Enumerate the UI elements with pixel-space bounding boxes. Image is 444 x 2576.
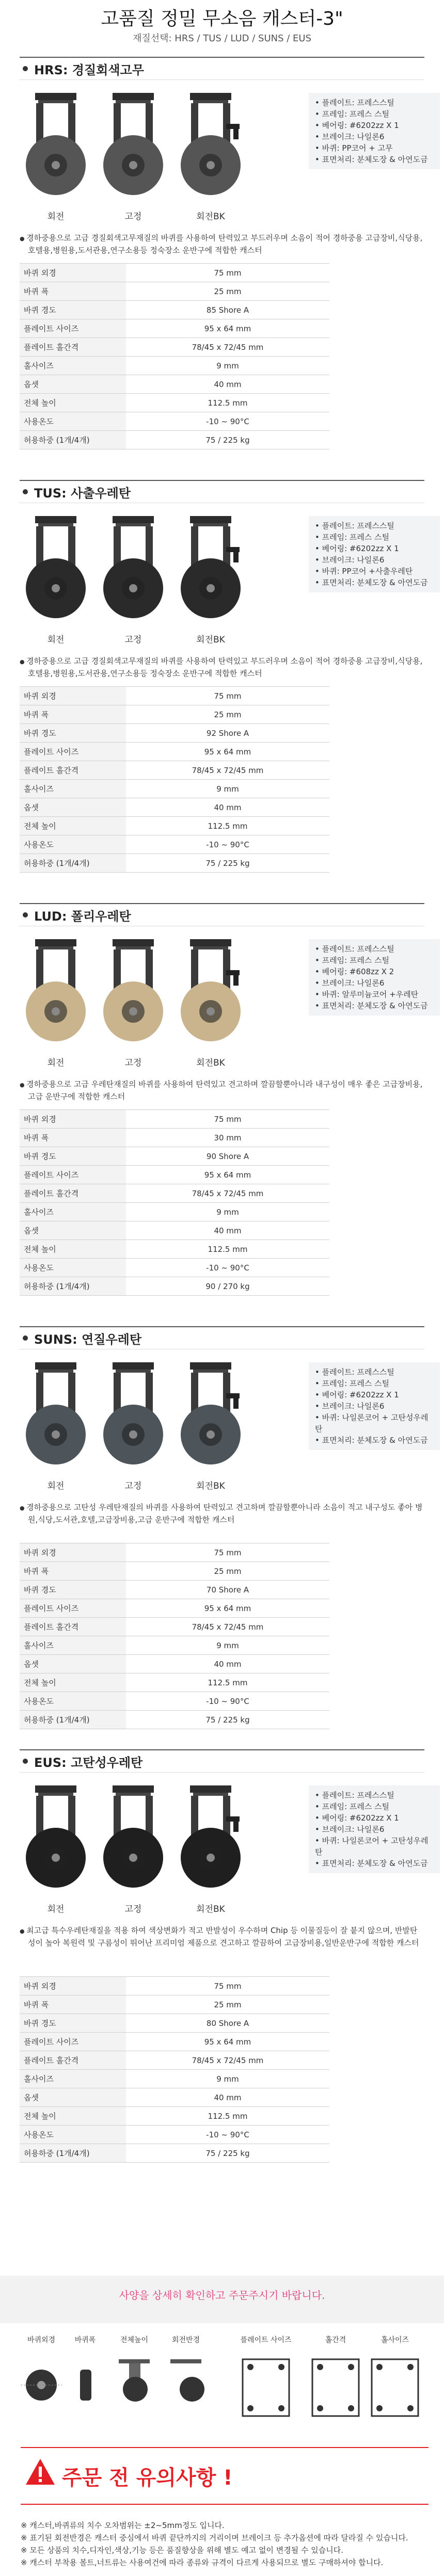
section-title: HRS: 경질회색고무 [34, 62, 144, 77]
spec-value: 95 x 64 mm [126, 1166, 329, 1184]
variant-caption: 회전BK [196, 1481, 225, 1491]
table-row [20, 1129, 329, 1147]
product-variant [97, 511, 169, 645]
variant-caption: 회전BK [196, 635, 225, 645]
table-row [20, 835, 329, 854]
spec-value: 78/45 x 72/45 mm [126, 338, 329, 357]
spec-item: • 브레이크: 나일론6 [315, 977, 434, 989]
bullet-icon [23, 66, 28, 71]
bullet-icon [23, 912, 28, 917]
caster-fixed-icon [102, 88, 164, 206]
table-row [20, 1977, 329, 1995]
spec-key: 바퀴 폭 [20, 705, 126, 724]
product-variant [20, 511, 92, 645]
bullet-icon [23, 489, 28, 494]
caster-fixed-icon [102, 1357, 164, 1476]
spec-item: • 플레이트: 프레스스틸 [315, 1790, 434, 1801]
spec-key: 전체 높이 [20, 2107, 126, 2126]
spec-item: • 프레임: 프레스 스틸 [315, 532, 434, 543]
spec-box [309, 1785, 440, 1873]
spec-key: 바퀴 외경 [20, 1977, 126, 1995]
table-row [20, 2033, 329, 2051]
variant-caption: 회전 [47, 1904, 65, 1914]
spec-key: 허용하중 (1개/4개) [20, 2144, 126, 2163]
description-text: ● 경하중용으로 고급 경질회색고무재질의 바퀴를 사용하여 탄력있고 부드러우며 소음이 적어 경하중용 고급장비,식당용, 호텔용,병원용,도서관용,연구소용등 정숙장소 운반구에 적합한 캐스터 [20, 232, 424, 256]
warning-icon [25, 2457, 56, 2486]
dimension-guide [0, 2323, 444, 2432]
caster-swivel-icon [25, 511, 87, 630]
table-row [20, 1166, 329, 1184]
product-variant [97, 1357, 169, 1491]
caster-section-4 [20, 1749, 429, 2158]
variant-caption: 고정 [124, 1481, 142, 1491]
table-row [20, 1562, 329, 1581]
table-row [20, 724, 329, 743]
caster-brake-icon [180, 934, 242, 1053]
spec-key: 플레이트 사이즈 [20, 743, 126, 761]
spec-value: 75 / 225 kg [126, 431, 329, 449]
spec-key: 바퀴 폭 [20, 1129, 126, 1147]
variant-caption: 고정 [124, 212, 142, 222]
section-title: EUS: 고탄성우레탄 [34, 1755, 143, 1770]
spec-key: 허용하중 (1개/4개) [20, 854, 126, 873]
spec-value: 9 mm [126, 357, 329, 375]
spec-value: 75 / 225 kg [126, 1711, 329, 1729]
table-row [20, 319, 329, 338]
table-row [20, 1618, 329, 1636]
table-row [20, 1221, 329, 1240]
spec-key: 옵셋 [20, 1655, 126, 1673]
table-row [20, 854, 329, 873]
caster-section-0 [20, 57, 428, 445]
caster-swivel-icon [170, 2359, 201, 2363]
section-title: SUNS: 연질우레탄 [34, 1332, 142, 1347]
spec-item: • 베어링: #6202zz X 1 [315, 543, 434, 554]
spec-item: • 표면처리: 분체도장 & 아연도금 [315, 1000, 434, 1011]
spec-item: • 베어링: #6202zz X 1 [315, 1812, 434, 1824]
caster-fixed-icon [102, 1780, 164, 1899]
spec-value: 9 mm [126, 1636, 329, 1655]
description [20, 655, 424, 679]
caster-brake-icon [180, 511, 242, 630]
spec-key: 바퀴 외경 [20, 1110, 126, 1129]
spec-item: • 표면처리: 분체도장 & 아연도금 [315, 154, 434, 165]
spec-item: • 브레이크: 나일론6 [315, 1400, 434, 1412]
wheel-side-icon [80, 2370, 91, 2401]
spec-value: 112.5 mm [126, 817, 329, 835]
spec-value: -10 ~ 90°C [126, 835, 329, 854]
table-row [20, 1636, 329, 1655]
description-text: ● 경하중용으로 고탄성 우레탄재질의 바퀴를 사용하여 탄력있고 견고하며 깔끔할뿐아니라 소음이 적고 내구성도 좋아 병원,식당,도서관,호텔,고급장비용,고급 운반구에 적합한 캐스터 [20, 1502, 424, 1525]
spec-key: 사용온도 [20, 1259, 126, 1277]
warning-title: 주문 전 유의사항 ! [62, 2466, 233, 2490]
spec-value: 95 x 64 mm [126, 1599, 329, 1618]
table-row [20, 264, 329, 282]
spec-value: 40 mm [126, 1221, 329, 1240]
spec-item: • 프레임: 프레스 스틸 [315, 1801, 434, 1812]
spec-key: 사용온도 [20, 835, 126, 854]
table-row [20, 1184, 329, 1203]
product-variant [175, 88, 247, 222]
warning-line: ※ 모든 상품의 치수,디자인,색상,기능 등은 품질향상을 위해 별도 예고 없이 변경될 수 있습니다. [21, 2546, 343, 2555]
spec-key: 홀사이즈 [20, 1203, 126, 1221]
spec-key: 플레이트 사이즈 [20, 2033, 126, 2051]
divider [21, 2504, 429, 2505]
table-row [20, 1240, 329, 1259]
variant-caption: 고정 [124, 1058, 142, 1068]
product-variant [175, 934, 247, 1068]
spec-key: 플레이트 홀간격 [20, 2051, 126, 2070]
variant-caption: 회전 [47, 1481, 65, 1491]
variant-caption: 회전 [47, 1058, 65, 1068]
section-title: LUD: 폴리우레탄 [34, 909, 131, 924]
spec-value: 9 mm [126, 2070, 329, 2088]
spec-value: 75 mm [126, 687, 329, 705]
spec-value: 40 mm [126, 1655, 329, 1673]
dim-label: 바퀴폭 [74, 2336, 96, 2344]
spec-item: • 베어링: #6202zz X 1 [315, 1389, 434, 1400]
product-variant [20, 1357, 92, 1491]
notice-text: 사양을 상세히 확인하고 주문주시기 바랍니다. [119, 2289, 325, 2301]
spec-value: 75 mm [126, 1977, 329, 1995]
spec-item: • 표면처리: 분체도장 & 아연도금 [315, 577, 434, 588]
spec-item: • 프레임: 프레스 스틸 [315, 1378, 434, 1389]
spec-table [20, 1543, 329, 1729]
spec-item: • 표면처리: 분체도장 & 아연도금 [315, 1858, 434, 1869]
table-row [20, 431, 329, 449]
table-row [20, 1147, 329, 1166]
page-title: 고품질 정밀 무소음 캐스터-3" [101, 8, 343, 29]
spec-item: • 브레이크: 나일론6 [315, 131, 434, 142]
description [20, 1078, 424, 1102]
spec-value: 78/45 x 72/45 mm [126, 1618, 329, 1636]
warning-text [21, 2519, 429, 2569]
product-variant [175, 511, 247, 645]
spec-key: 전체 높이 [20, 1673, 126, 1692]
table-row [20, 1995, 329, 2014]
spec-item: • 플레이트: 프레스스틸 [315, 97, 434, 108]
section-heading [20, 57, 424, 80]
table-row [20, 1711, 329, 1729]
spec-value: 25 mm [126, 1562, 329, 1581]
spec-box [309, 516, 440, 592]
table-row [20, 301, 329, 319]
spec-value: 40 mm [126, 2088, 329, 2107]
product-variant [97, 88, 169, 222]
spec-item: • 플레이트: 프레스스틸 [315, 520, 434, 532]
description [20, 232, 424, 256]
spec-item: • 플레이트: 프레스스틸 [315, 1366, 434, 1378]
table-row [20, 1259, 329, 1277]
table-row [20, 1599, 329, 1618]
spec-key: 사용온도 [20, 2126, 126, 2144]
spec-value: 75 mm [126, 1110, 329, 1129]
bullet-icon [23, 1335, 28, 1341]
spec-value: 112.5 mm [126, 394, 329, 412]
table-row [20, 2014, 329, 2033]
spec-value: 85 Shore A [126, 301, 329, 319]
table-row [20, 761, 329, 780]
spec-key: 플레이트 사이즈 [20, 1599, 126, 1618]
spec-value: 25 mm [126, 1995, 329, 2014]
warning-line: ※ 캐스터 부착용 볼트,너트류는 사용여건에 따라 종류와 규격이 다르게 사용되므로 별도 구매하셔야 합니다. [21, 2558, 384, 2567]
product-gallery [20, 88, 267, 222]
spec-value: 25 mm [126, 282, 329, 301]
description-text: ● 경하중용으로 고급 우레탄재질의 바퀴를 사용하여 탄력있고 견고하며 깔끔할뿐아니라 내구성이 매우 좋은 고급장비용, 고급 운반구에 적합한 캐스터 [20, 1078, 424, 1102]
spec-value: 95 x 64 mm [126, 743, 329, 761]
caster-section-3 [20, 1326, 429, 1725]
spec-value: 92 Shore A [126, 724, 329, 743]
spec-key: 허용하중 (1개/4개) [20, 431, 126, 449]
bullet-icon [23, 1759, 28, 1764]
spec-key: 전체 높이 [20, 1240, 126, 1259]
spec-key: 홀사이즈 [20, 357, 126, 375]
table-row [20, 2107, 329, 2126]
spec-key: 바퀴 폭 [20, 1995, 126, 2014]
spec-value: 40 mm [126, 375, 329, 394]
spec-value: 70 Shore A [126, 1581, 329, 1599]
spec-item: • 바퀴: 알루미늄코어 +우레탄 [315, 989, 434, 1000]
spec-key: 홀사이즈 [20, 780, 126, 798]
spec-item: • 베어링: #608zz X 2 [315, 966, 434, 977]
spec-key: 옵셋 [20, 2088, 126, 2107]
variant-caption: 회전BK [196, 1058, 225, 1068]
description [20, 1925, 424, 1949]
spec-item: • 플레이트: 프레스스틸 [315, 943, 434, 955]
order-warning [0, 2432, 444, 2576]
spec-key: 옵셋 [20, 1221, 126, 1240]
dim-label: 바퀴외경 [27, 2336, 56, 2344]
spec-value: 75 mm [126, 264, 329, 282]
table-row [20, 1203, 329, 1221]
spec-item: • 프레임: 프레스 스틸 [315, 955, 434, 966]
spec-value: -10 ~ 90°C [126, 2126, 329, 2144]
product-variant [97, 934, 169, 1068]
spec-value: 112.5 mm [126, 2107, 329, 2126]
warning-line: ※ 캐스터,바퀴류의 치수 오차범위는 ±2~5mm정도 입니다. [21, 2521, 225, 2530]
table-row [20, 394, 329, 412]
section-heading [20, 903, 424, 926]
spec-key: 허용하중 (1개/4개) [20, 1711, 126, 1729]
spec-key: 홀사이즈 [20, 1636, 126, 1655]
spec-key: 플레이트 홀간격 [20, 338, 126, 357]
spec-value: -10 ~ 90°C [126, 1692, 329, 1711]
spec-value: -10 ~ 90°C [126, 412, 329, 431]
dim-label: 홀사이즈 [380, 2336, 409, 2344]
spec-value: 80 Shore A [126, 2014, 329, 2033]
notice-banner [0, 2276, 444, 2323]
table-row [20, 2144, 329, 2163]
product-gallery [20, 511, 267, 645]
variant-caption: 회전BK [196, 1904, 225, 1914]
table-row [20, 2070, 329, 2088]
spec-value: 9 mm [126, 1203, 329, 1221]
spec-box [309, 93, 440, 169]
page-header [0, 0, 444, 57]
caster-brake-icon [180, 1357, 242, 1476]
caster-fixed-icon [102, 934, 164, 1053]
spec-key: 허용하중 (1개/4개) [20, 1277, 126, 1296]
description [20, 1502, 424, 1525]
spec-item: • 브레이크: 나일론6 [315, 1824, 434, 1835]
product-variant [20, 88, 92, 222]
caster-section-2 [20, 903, 428, 1291]
spec-key: 바퀴 외경 [20, 264, 126, 282]
table-row [20, 2126, 329, 2144]
spec-value: 78/45 x 72/45 mm [126, 1184, 329, 1203]
table-row [20, 1655, 329, 1673]
spec-value: 75 / 225 kg [126, 854, 329, 873]
caster-swivel-icon [25, 1780, 87, 1899]
product-gallery [20, 1780, 267, 1914]
spec-item: • 바퀴: PP코어 +사출우레탄 [315, 566, 434, 577]
spec-item: • 표면처리: 분체도장 & 아연도금 [315, 1435, 434, 1446]
product-gallery [20, 934, 267, 1068]
spec-key: 바퀴 외경 [20, 1543, 126, 1562]
table-row [20, 1543, 329, 1562]
table-row [20, 2088, 329, 2107]
table-row [20, 817, 329, 835]
section-heading [20, 480, 424, 503]
spec-value: 78/45 x 72/45 mm [126, 2051, 329, 2070]
table-row [20, 1581, 329, 1599]
spec-key: 플레이트 홀간격 [20, 1184, 126, 1203]
table-row [20, 1110, 329, 1129]
product-variant [20, 1780, 92, 1914]
spec-key: 바퀴 경도 [20, 1581, 126, 1599]
divider [21, 2447, 429, 2448]
spec-table [20, 1976, 329, 2163]
caster-brake-icon [180, 88, 242, 206]
table-row [20, 2051, 329, 2070]
spec-value: 75 / 225 kg [126, 2144, 329, 2163]
table-row [20, 282, 329, 301]
spec-value: 40 mm [126, 798, 329, 817]
description-text: ● 최고급 특수우레탄재질을 적용 하여 색상변화가 적고 반발성이 우수하며 Chip 등 이물질등이 잘 붙지 않으며, 반발탄성이 높아 복원력 및 구름성이 뛰어난 프리미엄 제품으로 견고하고 깔끔하여 고급장비용,일반운반구에 적합한 캐스터 [20, 1925, 424, 1949]
spec-item: • 프레임: 프레스 스틸 [315, 108, 434, 120]
product-gallery [20, 1357, 267, 1491]
dim-label: 회전반경 [171, 2336, 200, 2344]
caster-swivel-icon [25, 934, 87, 1053]
section-heading [20, 1749, 424, 1773]
table-row [20, 687, 329, 705]
section-heading [20, 1326, 424, 1349]
spec-key: 플레이트 사이즈 [20, 1166, 126, 1184]
spec-value: 112.5 mm [126, 1240, 329, 1259]
dim-label: 홀간격 [325, 2336, 346, 2344]
spec-key: 바퀴 경도 [20, 1147, 126, 1166]
spec-value: 9 mm [126, 780, 329, 798]
spec-item: • 바퀴: 나일론코어 + 고탄성우레탄 [315, 1835, 434, 1858]
spec-key: 홀사이즈 [20, 2070, 126, 2088]
dim-label: 전체높이 [120, 2336, 149, 2344]
spec-key: 바퀴 외경 [20, 687, 126, 705]
warning-line: ※ 표기된 회전반경은 캐스터 중심에서 바퀴 끝단까지의 거리이며 브레이크 등 추가옵션에 따라 달라질 수 있습니다. [21, 2533, 408, 2542]
spec-value: 95 x 64 mm [126, 319, 329, 338]
spec-key: 전체 높이 [20, 817, 126, 835]
spec-key: 플레이트 사이즈 [20, 319, 126, 338]
product-variant [175, 1780, 247, 1914]
spec-item: • 브레이크: 나일론6 [315, 554, 434, 566]
caster-swivel-icon [25, 1357, 87, 1476]
variant-caption: 고정 [124, 635, 142, 645]
spec-key: 플레이트 홀간격 [20, 1618, 126, 1636]
dim-label: 플레이트 사이즈 [240, 2336, 292, 2344]
table-row [20, 780, 329, 798]
table-row [20, 338, 329, 357]
table-row [20, 1277, 329, 1296]
table-row [20, 1673, 329, 1692]
spec-key: 바퀴 경도 [20, 301, 126, 319]
spec-table [20, 686, 329, 873]
spec-item: • 바퀴: 나일론코어 + 고탄성우레탄 [315, 1412, 434, 1435]
table-row [20, 705, 329, 724]
spec-key: 플레이트 홀간격 [20, 761, 126, 780]
spec-key: 옵셋 [20, 798, 126, 817]
table-row [20, 357, 329, 375]
caster-fixed-icon [102, 511, 164, 630]
caster-side-icon [119, 2359, 150, 2363]
variant-caption: 고정 [124, 1904, 142, 1914]
variant-caption: 회전 [47, 212, 65, 222]
spec-value: 78/45 x 72/45 mm [126, 761, 329, 780]
material-options: 재질선택: HRS / TUS / LUD / SUNS / EUS [132, 33, 312, 44]
spec-key: 옵셋 [20, 375, 126, 394]
spec-box [309, 1362, 440, 1450]
spec-key: 바퀴 폭 [20, 282, 126, 301]
spec-key: 바퀴 경도 [20, 2014, 126, 2033]
spec-key: 사용온도 [20, 412, 126, 431]
product-variant [20, 934, 92, 1068]
spec-table [20, 1109, 329, 1296]
variant-caption: 회전 [47, 635, 65, 645]
spec-value: 25 mm [126, 705, 329, 724]
spec-value: 112.5 mm [126, 1673, 329, 1692]
table-row [20, 743, 329, 761]
description-text: ● 경하중용으로 고급 경질회색고무재질의 바퀴를 사용하여 탄력있고 부드러우며 소음이 적어 경하중용 고급장비,식당용, 호텔용,병원용,도서관용,연구소용등 정숙장소 운반구에 적합한 캐스터 [20, 655, 424, 679]
section-title: TUS: 사출우레탄 [34, 486, 131, 501]
product-variant [97, 1780, 169, 1914]
caster-brake-icon [180, 1780, 242, 1899]
table-row [20, 1692, 329, 1711]
spec-value: 90 Shore A [126, 1147, 329, 1166]
caster-swivel-icon [25, 88, 87, 206]
spec-key: 바퀴 경도 [20, 724, 126, 743]
spec-table [20, 263, 329, 449]
table-row [20, 412, 329, 431]
spec-key: 전체 높이 [20, 394, 126, 412]
table-row [20, 798, 329, 817]
spec-key: 바퀴 폭 [20, 1562, 126, 1581]
spec-value: 75 mm [126, 1543, 329, 1562]
product-variant [175, 1357, 247, 1491]
caster-section-1 [20, 480, 428, 868]
table-row [20, 375, 329, 394]
spec-item: • 베어링: #6202zz X 1 [315, 120, 434, 131]
dimension-diagram [0, 2349, 444, 2432]
variant-caption: 회전BK [196, 212, 225, 222]
spec-box [309, 939, 440, 1016]
spec-key: 사용온도 [20, 1692, 126, 1711]
spec-item: • 바퀴: PP코어 + 고무 [315, 142, 434, 154]
spec-value: 90 / 270 kg [126, 1277, 329, 1296]
spec-value: 95 x 64 mm [126, 2033, 329, 2051]
spec-value: 30 mm [126, 1129, 329, 1147]
spec-value: -10 ~ 90°C [126, 1259, 329, 1277]
